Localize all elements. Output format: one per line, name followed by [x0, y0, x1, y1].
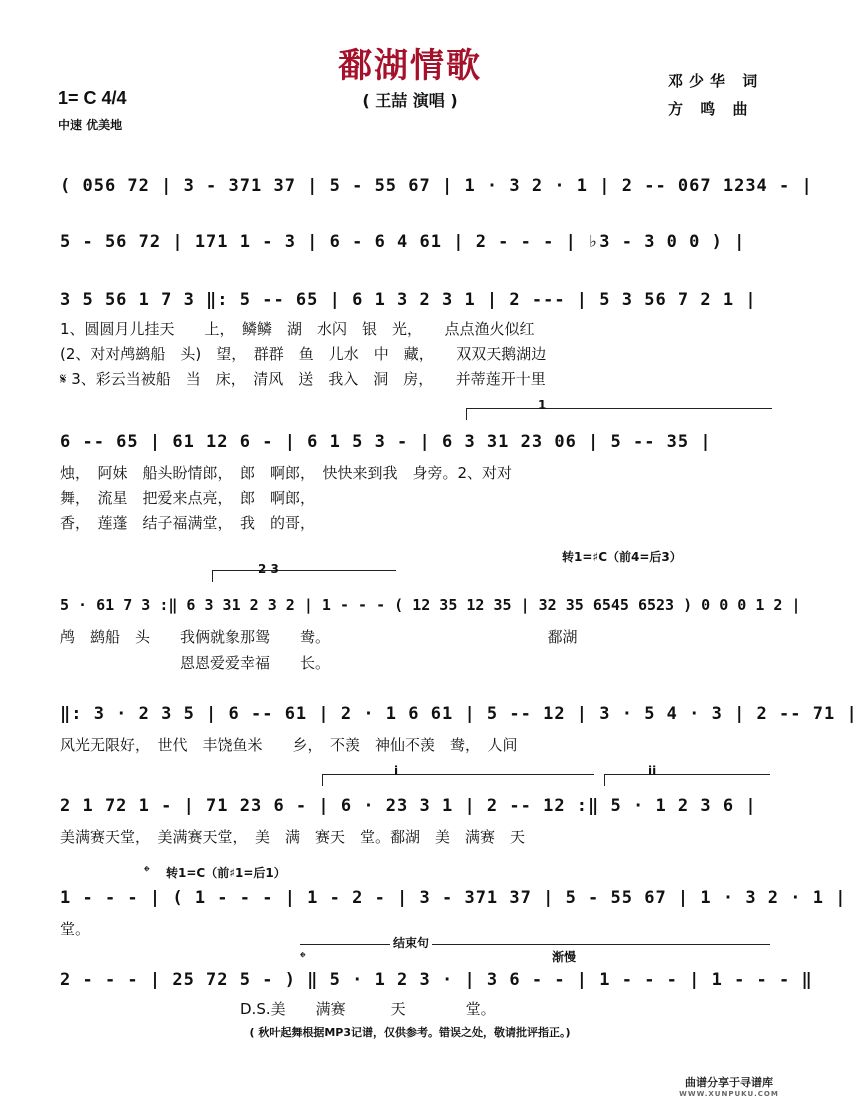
composer-credit: 方 鸣 曲: [668, 100, 754, 118]
volta-bracket-tick: [604, 774, 605, 786]
staff-row-9: 2 - - - | 25 72 5 - ) ‖ 5 · 1 2 3 · | 3 6 - - | 1 - - - | 1 - - - ‖: [60, 970, 813, 990]
lyric-line: 恩恩爱爱幸福 长。: [60, 654, 331, 672]
lyric-line: 风光无限好， 世代 丰饶鱼米 乡， 不羡 神仙不羡 鸯， 人间: [60, 736, 518, 754]
lyric-line: (2、对对鸬鹚船 头) 望， 群群 鱼 儿水 中 藏， 双双天鹅湖边: [60, 345, 547, 363]
ending-phrase-label: 结束句: [390, 934, 432, 951]
volta-bracket-tick: [466, 408, 467, 420]
volta-bracket-line: [604, 774, 770, 775]
volta-bracket-tick: [322, 774, 323, 786]
ritardando-marking: 渐慢: [552, 950, 577, 964]
modulation-marking: 转1=♯C（前4=后3）: [562, 550, 682, 564]
watermark: [644, 1074, 814, 1106]
volta-ii-label: ii: [648, 764, 657, 778]
song-title: 鄱湖情歌: [338, 46, 482, 86]
key-signature: 1= C 4/4: [58, 88, 127, 108]
staff-row-1: ( 056 72 | 3 - 371 37 | 5 - 55 67 | 1 · 3 2 · 1 | 2 -- 067 1234 - |: [60, 176, 813, 196]
coda-icon: 𝄌: [144, 862, 150, 881]
staff-row-8: 1 - - - | ( 1 - - - | 1 - 2 - | 3 - 371 37 | 5 - 55 67 | 1 · 3 2 · 1 |: [60, 888, 847, 908]
lyric-line: 𝄋 3、彩云当被船 当 床， 清风 送 我入 洞 房， 并蒂莲开十里: [60, 370, 546, 388]
tempo-marking: 中速 优美地: [58, 118, 123, 132]
coda-icon: 𝄌: [300, 948, 306, 967]
watermark-url: WWW.XUNPUKU.COM: [679, 1090, 779, 1098]
modulation-marking: 转1=C（前♯1=后1）: [166, 866, 286, 880]
watermark-text: 曲谱分享于寻谱库: [685, 1076, 773, 1089]
lyric-line: 鸬 鹚船 头 我俩就象那鸳 鸯。 鄱湖: [60, 628, 578, 646]
staff-row-2: 5 - 56 72 | 171 1 - 3 | 6 - 6 4 61 | 2 - - - | ♭3 - 3 0 0 ) |: [60, 232, 746, 252]
volta-1-label: 1: [538, 398, 547, 412]
lyric-line: 1、圆圆月儿挂天 上， 鳞鳞 湖 水闪 银 光， 点点渔火似红: [60, 320, 535, 338]
staff-row-3: 3 5 56 1 7 3 ‖: 5 -- 65 | 6 1 3 2 3 1 | 2 --- | 5 3 56 7 2 1 |: [60, 290, 757, 310]
staff-row-5: 5 · 61 7 3 :‖ 6 3 31 2 3 2 | 1 - - - ( 12 35 12 35 | 32 35 6545 6523 ) 0 0 0 1 2 |: [60, 596, 801, 614]
volta-i-label: i: [394, 764, 399, 778]
ending-bracket-line: [300, 944, 770, 945]
lyric-line: 堂。: [60, 920, 91, 938]
volta-bracket-line: [466, 408, 772, 409]
staff-row-7: 2 1 72 1 - | 71 23 6 - | 6 · 23 3 1 | 2 -- 12 :‖ 5 · 1 2 3 6 |: [60, 796, 757, 816]
lyric-line: 烛， 阿妹 船头盼情郎， 郎 啊郎， 快快来到我 身旁。2、对对: [60, 464, 513, 482]
transcription-note: ( 秋叶起舞根据MP3记谱，仅供参考。错误之处，敬请批评指正。): [249, 1026, 571, 1039]
staff-row-6: ‖: 3 · 2 3 5 | 6 -- 61 | 2 · 1 6 61 | 5 -- 12 | 3 · 5 4 · 3 | 2 -- 71 |: [60, 704, 858, 724]
performer-subtitle: ( 王喆 演唱 ): [362, 91, 458, 110]
lyric-line: D.S.美 满赛 天 堂。: [60, 1000, 496, 1018]
lyric-line: 美满赛天堂， 美满赛天堂， 美 满 赛天 堂。鄱湖 美 满赛 天: [60, 828, 526, 846]
lyric-line: 香， 莲蓬 结子福满堂， 我 的哥，: [60, 514, 316, 532]
lyric-line: 舞， 流星 把爱来点亮， 郎 啊郎，: [60, 489, 316, 507]
volta-bracket-line: [212, 570, 396, 571]
volta-bracket-line: [322, 774, 594, 775]
volta-23-label: 2 3: [258, 562, 279, 576]
volta-bracket-tick: [212, 570, 213, 582]
lyricist-credit: 邓少华 词: [668, 72, 764, 90]
staff-row-4: 6 -- 65 | 61 12 6 - | 6 1 5 3 - | 6 3 31 23 06 | 5 -- 35 |: [60, 432, 712, 452]
